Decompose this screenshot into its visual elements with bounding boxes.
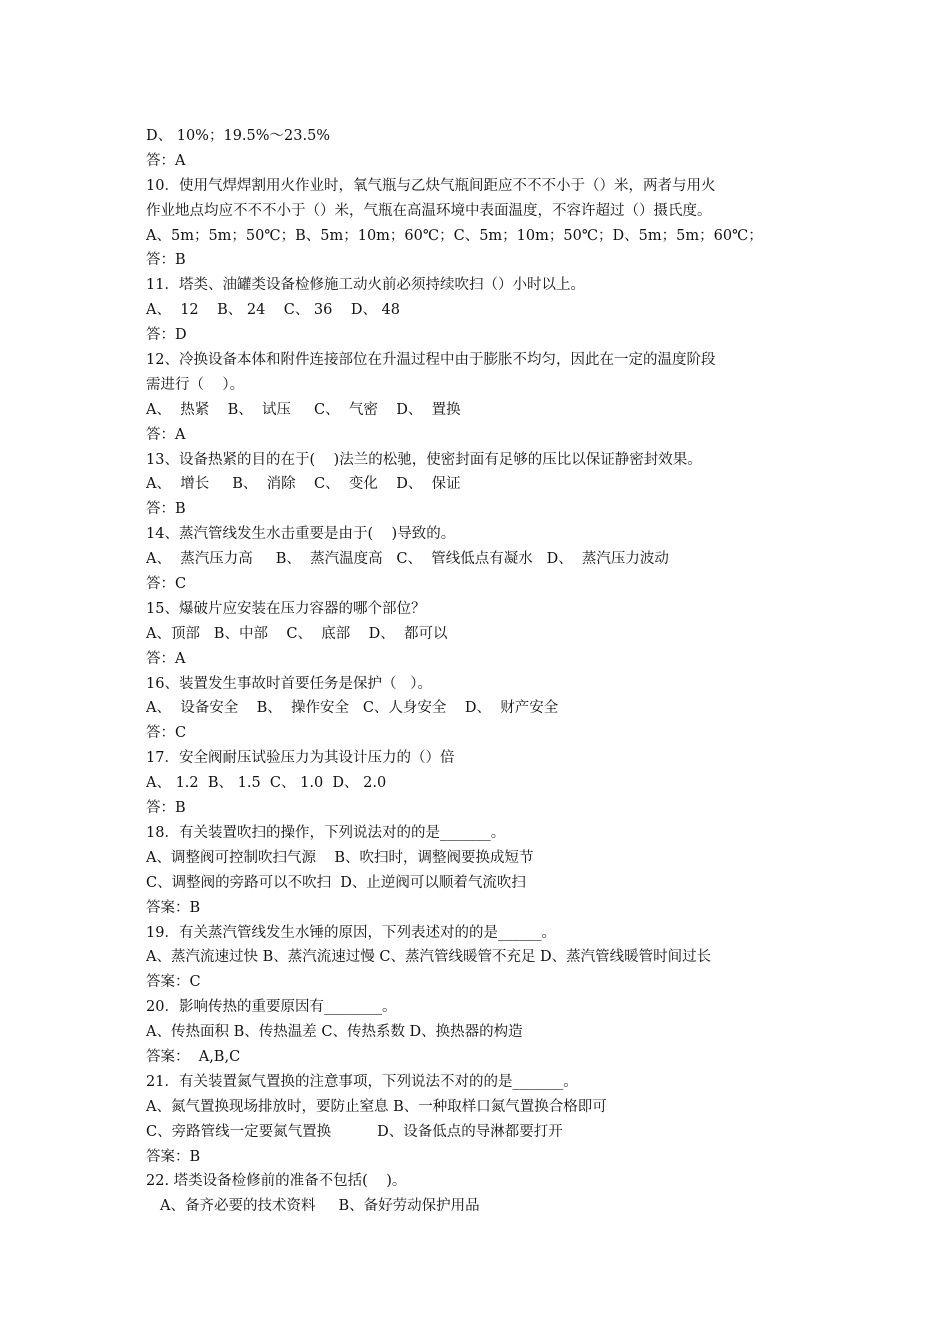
- answer-line: 答：A: [146, 152, 186, 169]
- options-line: C、旁路管线一定要氮气置换 D、设备低点的导淋都要打开: [146, 1123, 563, 1140]
- answer-line: 答案：B: [146, 1148, 201, 1165]
- answer-line: 答：B: [146, 501, 186, 518]
- question-line: 10．使用气焊焊割用火作业时，氧气瓶与乙炔气瓶间距应不不不小于（）米，两者与用火: [146, 177, 716, 194]
- question-line: 15、爆破片应安装在压力容器的哪个部位？: [146, 600, 426, 617]
- question-line: 17．安全阀耐压试验压力为其设计压力的（）倍: [146, 750, 455, 767]
- options-line: A、氮气置换现场排放时，要防止窒息 B、一种取样口氮气置换合格即可: [146, 1098, 607, 1115]
- question-line: 20．影响传热的重要原因有________。: [146, 999, 397, 1016]
- question-line: 13、设备热紧的目的在于( )法兰的松驰，使密封面有足够的压比以保证静密封效果。: [146, 451, 702, 468]
- question-line: 12、冷换设备本体和附件连接部位在升温过程中由于膨胀不均匀，因此在一定的温度阶段: [146, 352, 716, 369]
- answer-line: 答：C: [146, 576, 187, 593]
- options-line: A、 12 B、 24 C、 36 D、 48: [146, 302, 401, 319]
- question-line: 18．有关装置吹扫的操作，下列说法对的的是_______。: [146, 824, 506, 841]
- options-line: A、调整阀可控制吹扫气源 B、吹扫时，调整阀要换成短节: [146, 849, 534, 866]
- answer-line: 答：A: [146, 426, 186, 443]
- options-line: A、备齐必要的技术资料 B、备好劳动保护用品: [160, 1198, 480, 1215]
- options-line: A、顶部 B、中部 C、 底部 D、 都可以: [146, 625, 448, 642]
- options-line: A、传热面积 B、传热温差 C、传热系数 D、换热器的构造: [146, 1024, 523, 1041]
- answer-line: 答：A: [146, 650, 186, 667]
- question-line: 作业地点均应不不不小于（）米，气瓶在高温环境中表面温度，不容许超过（）摄氏度。: [146, 202, 712, 219]
- text-line: D、 10%；19.5%～23.5%: [146, 128, 331, 144]
- question-line: 19．有关蒸汽管线发生水锤的原因，下列表述对的的是______。: [146, 924, 556, 941]
- question-line: 16、装置发生事故时首要任务是保护（ ）。: [146, 675, 433, 692]
- answer-line: 答案：B: [146, 899, 201, 916]
- answer-line: 答：B: [146, 252, 186, 269]
- answer-line: 答：B: [146, 800, 186, 817]
- options-line: A、 增长 B、 消除 C、 变化 D、 保证: [146, 476, 461, 493]
- question-line: 需进行（ ）。: [146, 376, 245, 393]
- answer-line: 答：D: [146, 327, 187, 344]
- options-line: A、 设备安全 B、 操作安全 C、人身安全 D、 财产安全: [146, 700, 559, 717]
- answer-line: 答：C: [146, 725, 187, 742]
- document-page: [146, 124, 826, 1219]
- options-line: A、 热紧 B、 试压 C、 气密 D、 置换: [146, 401, 461, 418]
- options-line: A、 蒸汽压力高 B、 蒸汽温度高 C、 管线低点有凝水 D、 蒸汽压力波动: [146, 551, 669, 568]
- options-line: A、蒸汽流速过快 B、蒸汽流速过慢 C、蒸汽管线暖管不充足 D、蒸汽管线暖管时间过长: [146, 949, 712, 966]
- question-line: 14、蒸汽管线发生水击重要是由于( )导致的。: [146, 526, 456, 543]
- options-line: A、 1.2 B、 1.5 C、 1.0 D、 2.0: [146, 775, 387, 792]
- options-line: C、调整阀的旁路可以不吹扫 D、止逆阀可以顺着气流吹扫: [146, 874, 526, 891]
- question-line: 22. 塔类设备检修前的准备不包括( )。: [146, 1173, 407, 1190]
- question-line: 21．有关装置氮气置换的注意事项，下列说法不对的的是_______。: [146, 1073, 578, 1090]
- options-line: A、5m；5m；50℃；B、5m；10m；60℃；C、5m；10m；50℃；D、5m；5m；60℃；: [146, 227, 763, 244]
- answer-line: 答案： A,B,C: [146, 1048, 241, 1065]
- question-line: 11．塔类、油罐类设备检修施工动火前必须持续吹扫（）小时以上。: [146, 277, 585, 294]
- answer-line: 答案：C: [146, 974, 201, 991]
